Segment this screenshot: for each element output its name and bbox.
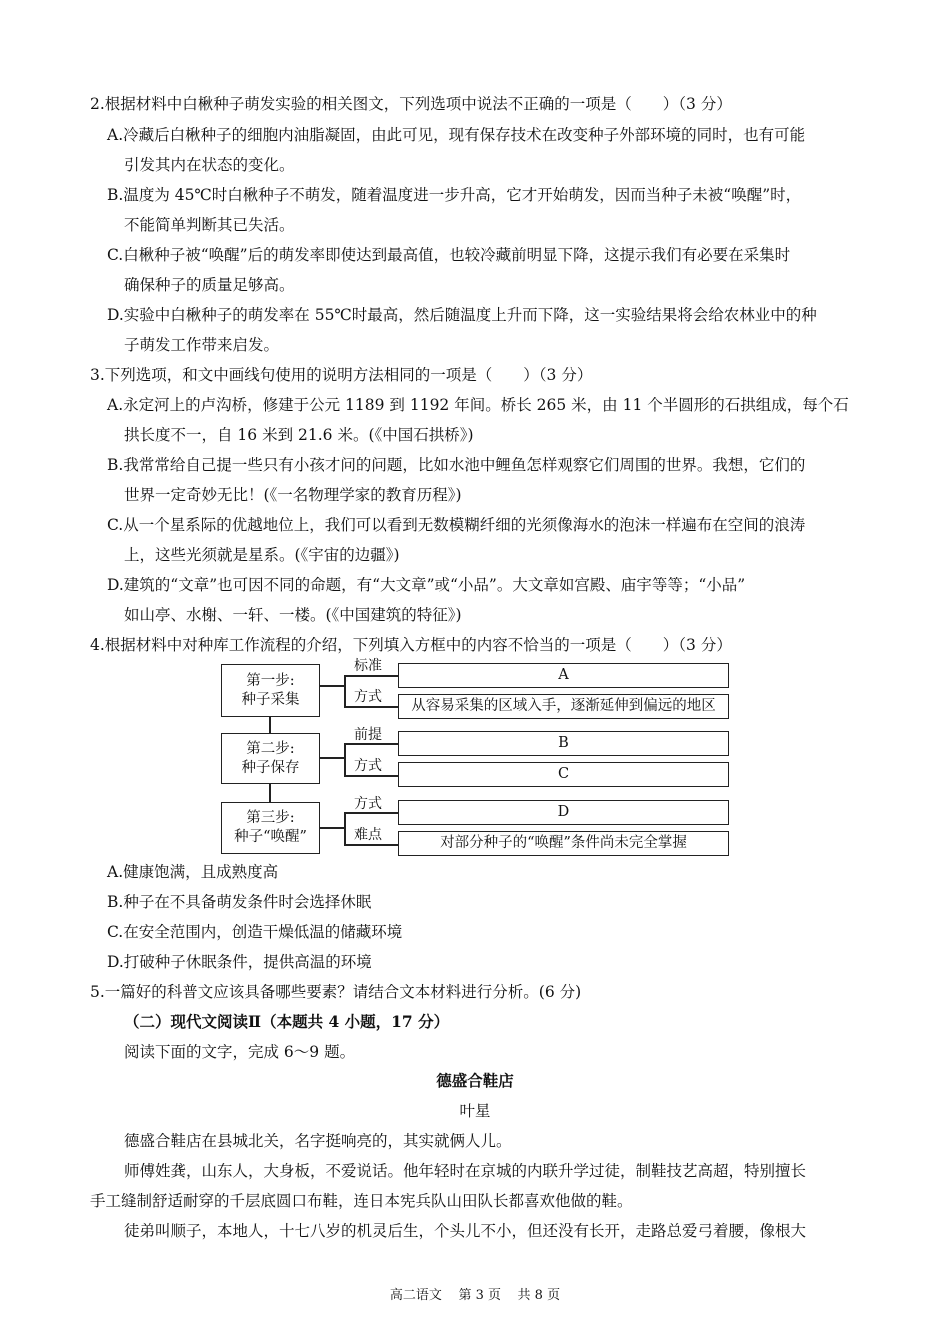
branch-line-premise bbox=[344, 743, 398, 745]
q5-stem: 5.一篇好的科普文应该具备哪些要素？请结合文本材料进行分析。(6 分) bbox=[90, 983, 582, 1001]
step-1-title: 第一步: bbox=[246, 672, 295, 689]
q2-option-b-cont: 不能简单判断其已失活。 bbox=[124, 216, 295, 234]
q3-option-a-cont: 拱长度不一，自 16 米到 21.6 米。(《中国石拱桥》) bbox=[124, 426, 474, 444]
article-title: 德盛合鞋店 bbox=[436, 1071, 514, 1090]
q4-option-c: C.在安全范围内，创造干燥低温的储藏环境 bbox=[107, 923, 403, 941]
branch-line-method-2 bbox=[344, 775, 398, 777]
step-2-title: 第二步: bbox=[246, 740, 295, 757]
q2-option-c-cont: 确保种子的质量足够高。 bbox=[124, 276, 295, 294]
step-1-box bbox=[221, 664, 320, 717]
box-b: B bbox=[398, 731, 729, 756]
label-method-3: 方式 bbox=[354, 796, 382, 812]
section-instruction: 阅读下面的文字，完成 6～9 题。 bbox=[124, 1043, 356, 1061]
q3-option-a: A.永定河上的卢沟桥，修建于公元 1189 到 1192 年间。桥长 265 米，由 11 个半圆形的石拱组成，每个石 bbox=[107, 396, 849, 414]
q3-option-d: D.建筑的“文章”也可因不同的命题，有“大文章”或“小品”。大文章如宫殿、庙宇等等；“小品” bbox=[107, 576, 746, 594]
label-difficulty: 难点 bbox=[354, 827, 382, 843]
box-a: A bbox=[398, 663, 729, 688]
branch-stub-1 bbox=[319, 685, 344, 687]
branch-vertical-2 bbox=[344, 743, 346, 776]
label-standard: 标准 bbox=[354, 658, 382, 674]
q3-option-c: C.从一个星系际的优越地位上，我们可以看到无数模糊纤细的光须像海水的泡沫一样遍布在空间的浪涛 bbox=[107, 516, 806, 534]
article-paragraph-2: 师傅姓龚，山东人，大身板，不爱说话。他年轻时在京城的内联升学过徒，制鞋技艺高超，特别擅长 bbox=[124, 1162, 807, 1180]
q2-option-c: C.白楸种子被“唤醒”后的萌发率即使达到最高值，也较冷藏前明显下降，这提示我们有必要在采集时 bbox=[107, 246, 791, 264]
step-2-name: 种子保存 bbox=[241, 759, 300, 776]
article-author: 叶星 bbox=[459, 1102, 491, 1120]
label-method-1: 方式 bbox=[354, 689, 382, 705]
article-paragraph-2-cont: 手工缝制舒适耐穿的千层底圆口布鞋，连日本宪兵队山田队长都喜欢他做的鞋。 bbox=[90, 1192, 633, 1210]
q4-stem: 4.根据材料中对种库工作流程的介绍，下列填入方框中的内容不恰当的一项是（ ）（3 分） bbox=[90, 636, 732, 654]
q2-option-a: A.冷藏后白楸种子的细胞内油脂凝固，由此可见，现有保存技术在改变种子外部环境的同时，也有可能 bbox=[107, 126, 806, 144]
q2-option-b: B.温度为 45℃时白楸种子不萌发，随着温度进一步升高，它才开始萌发，因而当种子未被“唤醒”时， bbox=[107, 186, 802, 204]
branch-line-method-3 bbox=[344, 812, 398, 814]
q3-option-b: B.我常常给自己提一些只有小孩才问的问题，比如水池中鲤鱼怎样观察它们周围的世界。我想，它们的 bbox=[107, 456, 806, 474]
q4-option-a: A.健康饱满，且成熟度高 bbox=[107, 863, 279, 881]
q4-option-b: B.种子在不具备萌发条件时会选择休眠 bbox=[107, 893, 372, 911]
branch-line-method-1 bbox=[344, 706, 398, 708]
q2-option-a-cont: 引发其内在状态的变化。 bbox=[124, 156, 295, 174]
label-premise: 前提 bbox=[354, 727, 382, 743]
step-3-box bbox=[221, 802, 320, 854]
branch-vertical-3 bbox=[344, 812, 346, 845]
step-1-name: 种子采集 bbox=[241, 691, 300, 708]
label-method-2: 方式 bbox=[354, 758, 382, 774]
article-paragraph-3: 徒弟叫顺子，本地人，十七八岁的机灵后生，个头儿不小，但还没有长开，走路总爱弓着腰，像根大 bbox=[124, 1222, 807, 1240]
article-paragraph-1: 德盛合鞋店在县城北关，名字挺响亮的，其实就俩人儿。 bbox=[124, 1132, 512, 1150]
footer-page: 第 3 页 bbox=[458, 1288, 501, 1303]
q3-option-b-cont: 世界一定奇妙无比！(《一名物理学家的教育历程》) bbox=[124, 486, 462, 504]
branch-line-standard bbox=[344, 675, 398, 677]
footer-total: 共 8 页 bbox=[517, 1288, 561, 1303]
branch-vertical-1 bbox=[344, 675, 346, 707]
footer-subject: 高二语文 bbox=[389, 1288, 442, 1303]
connector-2-3 bbox=[269, 783, 271, 802]
q3-stem: 3.下列选项，和文中画线句使用的说明方法相同的一项是（ ）（3 分） bbox=[90, 366, 593, 384]
page-footer bbox=[0, 1284, 950, 1303]
q2-option-d: D.实验中白楸种子的萌发率在 55℃时最高，然后随温度上升而下降，这一实验结果将会给农林业中的种 bbox=[107, 306, 817, 324]
q3-option-c-cont: 上，这些光须就是星系。(《宇宙的边疆》) bbox=[124, 546, 400, 564]
section-heading: （二）现代文阅读Ⅱ（本题共 4 小题，17 分） bbox=[124, 1012, 450, 1031]
branch-stub-2 bbox=[319, 757, 344, 759]
q4-option-d: D.打破种子休眠条件，提供高温的环境 bbox=[107, 953, 372, 971]
step-2-box bbox=[221, 733, 320, 784]
box-d: D bbox=[398, 800, 729, 825]
branch-stub-3 bbox=[319, 827, 344, 829]
box-difficulty: 对部分种子的“唤醒”条件尚未完全掌握 bbox=[398, 831, 729, 856]
box-c: C bbox=[398, 762, 729, 787]
step-3-name: 种子“唤醒” bbox=[234, 829, 307, 845]
q2-option-d-cont: 子萌发工作带来启发。 bbox=[124, 336, 280, 354]
branch-line-difficulty bbox=[344, 844, 398, 846]
q3-option-d-cont: 如山亭、水榭、一轩、一楼。(《中国建筑的特征》) bbox=[124, 606, 462, 624]
q2-stem: 2.根据材料中白楸种子萌发实验的相关图文，下列选项中说法不正确的一项是（ ）（3 分） bbox=[90, 95, 732, 113]
step-3-title: 第三步: bbox=[246, 810, 295, 826]
box-method-1: 从容易采集的区域入手，逐渐延伸到偏远的地区 bbox=[398, 694, 729, 719]
connector-1-2 bbox=[269, 717, 271, 733]
